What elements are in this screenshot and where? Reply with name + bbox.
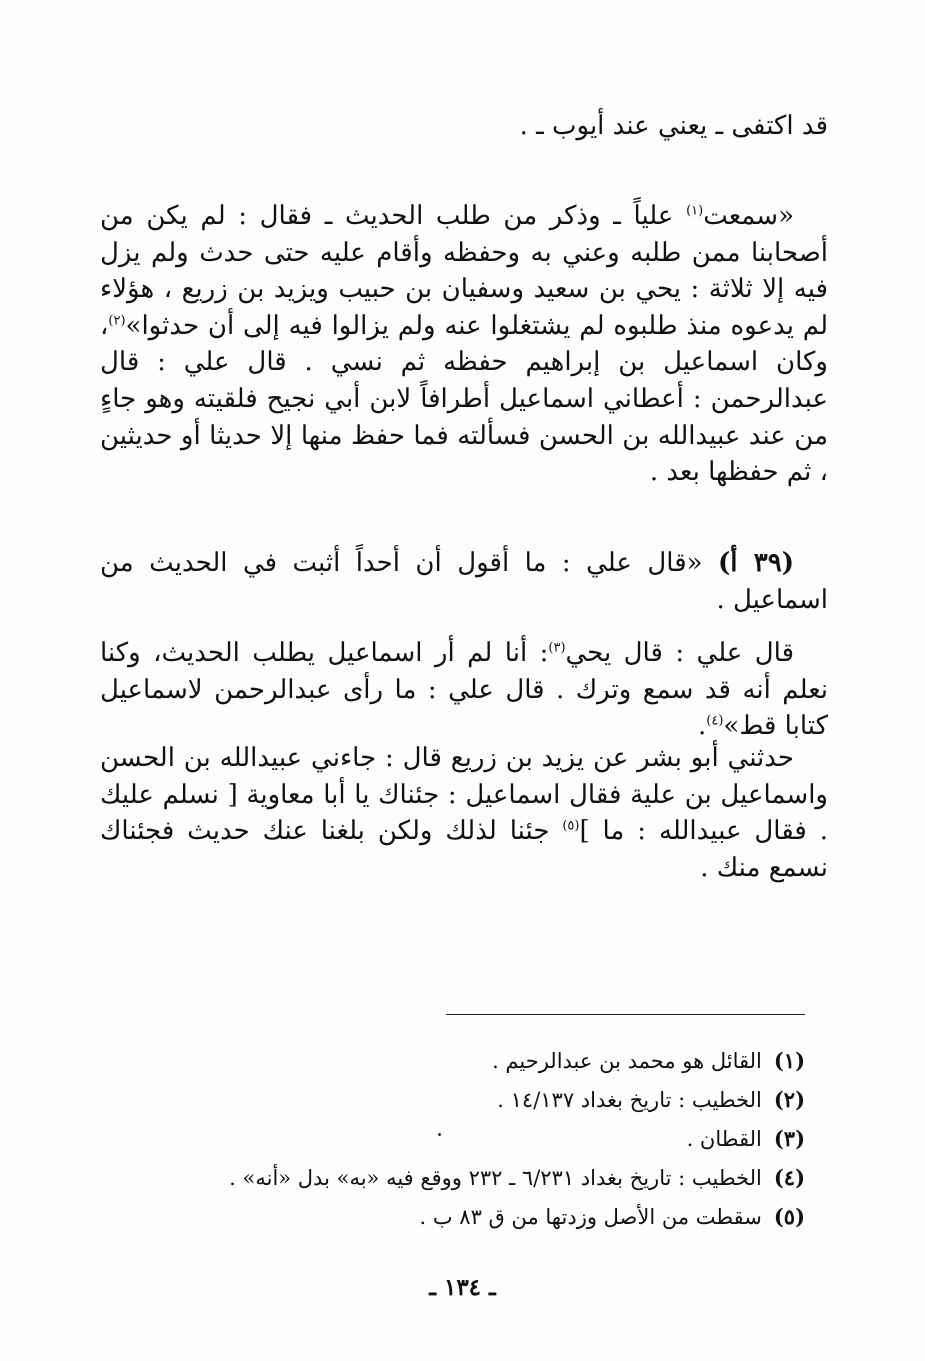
footnote-number: (٣): [773, 1126, 805, 1151]
footnote-text: القائل هو محمد بن عبدالرحيم .: [492, 1049, 762, 1073]
footnote-3: [150, 1124, 805, 1163]
footnote-ref-2[interactable]: (٢): [108, 313, 126, 329]
paragraph-5-text-a: حدثني أبو بشر عن يزيد بن زريع قال : جاءني عبيدالله بن الحسن واسماعيل بن علية فقال اسماعيل : جئناك يا أبا معاوية [ نسلم عليك . فقال عبيدالله : ما ]: [100, 743, 828, 847]
paragraph-2-text-a: «سمعت: [703, 201, 794, 231]
footnote-ref-3[interactable]: (٣): [548, 640, 566, 656]
footnote-number: (٢): [773, 1087, 805, 1112]
manuscript-folio-marker: (٣٩ أ): [717, 548, 794, 578]
footnote-ref-4[interactable]: (٤): [706, 713, 724, 729]
paragraph-2-text-c: ، وكان اسماعيل بن إبراهيم حفظه ثم نسي . قال علي : قال عبدالرحمن : أعطاني اسماعيل أطرافاً لابن أبي نجيح فلقيته وهو جاءٍ من عند عبيدالله بن الحسن فسألته فما حفظ منها إلا حديثا أو حديثين ، ثم حفظها بعد .: [100, 310, 828, 488]
footnote-ref-1[interactable]: (١): [686, 203, 704, 219]
paragraph-1: [100, 108, 828, 145]
paragraph-3-text: «قال علي : ما أقول أن أحداً أثبت في الحديث من اسماعيل .: [100, 548, 828, 615]
footnote-2: [150, 1085, 805, 1124]
paragraph-2: [100, 198, 828, 491]
footnote-number: (١): [773, 1048, 805, 1073]
paragraph-2-text-b: علياً ـ وذكر من طلب الحديث ـ فقال : لم يكن من أصحابنا ممن طلبه وعني به وحفظه وأقام عليه حتى حدث ولم يزل فيه إلا ثلاثة : يحي بن سعيد وسفيان بن حبيب ويزيد بن زريع ، هؤلاء لم يدعوه منذ طلبوه لم يشتغلوا عنه ولم يزالوا فيه إلى أن حدثوا»: [100, 201, 828, 341]
paragraph-3: [100, 545, 828, 618]
footnote-text: الخطيب : تاريخ بغداد ٦/٢٣١ ـ ٢٣٢ ووقع فيه «به» بدل «أنه» .: [229, 1166, 762, 1190]
footnotes-list: [150, 1046, 805, 1241]
footnote-separator: [446, 1014, 805, 1015]
footnote-4: [150, 1163, 805, 1202]
paragraph-4-text-b: : أنا لم أر اسماعيل يطلب الحديث، وكنا نعلم أنه قد سمع وترك . قال علي : ما رأى عبدالرحمن لاسماعيل كتابا قط»: [100, 638, 828, 742]
paragraph-4: [100, 635, 828, 745]
footnote-5: [150, 1202, 805, 1241]
paragraph-4-text-c: .: [698, 711, 707, 742]
paragraph-1-text: قد اكتفى ـ يعني عند أيوب ـ .: [519, 111, 828, 141]
footnote-number: (٥): [773, 1204, 805, 1229]
print-speck: [438, 1133, 441, 1136]
footnote-text: الخطيب : تاريخ بغداد ١٤/١٣٧ .: [497, 1088, 762, 1112]
footnote-1: [150, 1046, 805, 1085]
footnote-text: القطان .: [686, 1127, 762, 1151]
footnote-text: سقطت من الأصل وزدتها من ق ٨٣ ب .: [419, 1205, 762, 1229]
paragraph-5-text-b: جئنا لذلك ولكن بلغنا عنك حديث فجئناك نسمع منك .: [100, 816, 828, 883]
paragraph-4-text-a: قال علي : قال يحي: [565, 638, 794, 668]
footnote-ref-5[interactable]: (٥): [562, 818, 580, 834]
page-number: ـ ١٣٤ ـ: [429, 1274, 496, 1301]
footnote-number: (٤): [773, 1165, 805, 1190]
paragraph-5: [100, 740, 828, 886]
